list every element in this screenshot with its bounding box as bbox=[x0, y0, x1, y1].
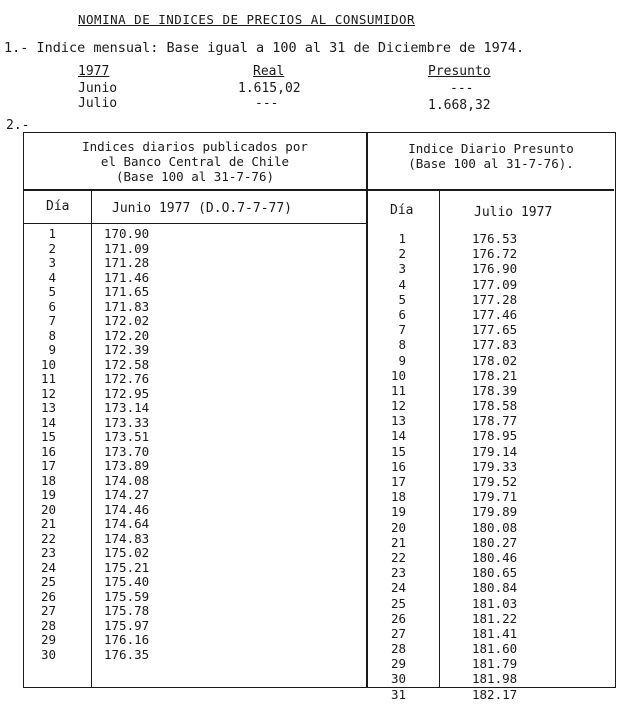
july-value: 178.21 bbox=[472, 367, 518, 383]
july-row bbox=[384, 535, 517, 550]
june-day: 6 bbox=[48, 298, 56, 314]
june-value: 172.39 bbox=[104, 342, 150, 357]
july-day: 26 bbox=[390, 610, 406, 626]
july-row bbox=[384, 596, 517, 611]
july-row bbox=[384, 353, 517, 368]
july-value: 182.17 bbox=[472, 686, 518, 702]
june-day: 17 bbox=[40, 458, 56, 473]
june-row bbox=[34, 300, 149, 315]
june-values-list bbox=[34, 227, 149, 662]
july-row bbox=[384, 307, 517, 322]
july-day: 25 bbox=[390, 595, 406, 611]
presunto-header: Presunto bbox=[428, 64, 491, 79]
july-day: 17 bbox=[390, 474, 406, 489]
month-june: Junio bbox=[78, 81, 118, 96]
june-value: 174.46 bbox=[104, 501, 150, 517]
july-day: 19 bbox=[390, 504, 406, 520]
july-value: 181.03 bbox=[472, 595, 518, 611]
july-value: 178.02 bbox=[472, 352, 518, 368]
july-row bbox=[384, 687, 517, 702]
june-value: 173.33 bbox=[104, 414, 150, 430]
year-header: 1977 bbox=[78, 64, 110, 79]
june-row bbox=[34, 590, 149, 605]
july-presunto-value: 1.668,32 bbox=[428, 98, 491, 113]
july-row bbox=[384, 383, 517, 398]
july-day: 3 bbox=[398, 261, 406, 277]
june-column-header: Junio 1977 (D.O.7-7-77) bbox=[112, 201, 293, 216]
june-value: 173.51 bbox=[104, 429, 150, 444]
june-row bbox=[34, 459, 149, 474]
june-value: 175.02 bbox=[104, 545, 150, 560]
june-row bbox=[34, 242, 149, 257]
june-day: 1 bbox=[48, 226, 56, 241]
june-row bbox=[34, 532, 149, 547]
july-day: 10 bbox=[390, 367, 406, 383]
june-row bbox=[34, 227, 149, 242]
june-day: 11 bbox=[40, 371, 56, 386]
june-value: 172.58 bbox=[104, 356, 150, 372]
july-day: 7 bbox=[398, 322, 406, 338]
july-value: 181.22 bbox=[472, 610, 518, 626]
june-day: 5 bbox=[48, 284, 56, 299]
july-value: 176.53 bbox=[472, 231, 518, 246]
july-day: 5 bbox=[398, 291, 406, 307]
june-row bbox=[34, 604, 149, 619]
june-value: 175.21 bbox=[104, 559, 150, 575]
july-day: 1 bbox=[398, 231, 406, 246]
june-value: 171.28 bbox=[104, 255, 150, 270]
left-day-header: Día bbox=[46, 199, 70, 214]
july-day: 9 bbox=[398, 352, 406, 368]
june-day: 7 bbox=[48, 313, 56, 328]
july-value: 181.98 bbox=[472, 671, 518, 687]
july-day: 29 bbox=[390, 656, 406, 672]
july-value: 176.72 bbox=[472, 246, 518, 262]
june-row bbox=[34, 271, 149, 286]
june-presunto-value: --- bbox=[450, 81, 474, 96]
june-row bbox=[34, 358, 149, 373]
july-value: 177.28 bbox=[472, 291, 518, 307]
july-column-header: Julio 1977 bbox=[474, 205, 553, 220]
june-value: 171.09 bbox=[104, 240, 150, 256]
june-value: 172.20 bbox=[104, 327, 150, 343]
daily-index-table bbox=[23, 132, 616, 702]
left-colheader-rule bbox=[24, 223, 366, 224]
right-day-header: Día bbox=[390, 203, 414, 218]
july-value: 177.46 bbox=[472, 306, 518, 322]
july-day: 11 bbox=[390, 382, 406, 398]
june-value: 174.83 bbox=[104, 530, 150, 546]
june-row bbox=[34, 474, 149, 489]
july-row bbox=[384, 641, 517, 656]
june-day: 21 bbox=[40, 516, 56, 531]
june-value: 172.95 bbox=[104, 385, 150, 401]
july-day: 22 bbox=[390, 549, 406, 565]
june-row bbox=[34, 561, 149, 576]
july-row bbox=[384, 550, 517, 565]
right-table-header: Indice Diario Presunto (Base 100 al 31-7-76). bbox=[408, 141, 574, 171]
july-row bbox=[384, 337, 517, 352]
july-day: 16 bbox=[390, 458, 406, 474]
june-day: 22 bbox=[40, 530, 56, 546]
july-value: 178.39 bbox=[472, 382, 518, 398]
july-day: 14 bbox=[390, 428, 406, 444]
document-title: NOMINA DE INDICES DE PRECIOS AL CONSUMIDOR bbox=[78, 12, 416, 27]
july-row bbox=[384, 292, 517, 307]
july-day: 6 bbox=[398, 306, 406, 322]
july-value: 178.77 bbox=[472, 413, 518, 429]
june-value: 176.35 bbox=[104, 646, 150, 662]
june-row bbox=[34, 546, 149, 561]
june-row bbox=[34, 648, 149, 663]
july-day: 4 bbox=[398, 276, 406, 292]
june-value: 175.97 bbox=[104, 617, 150, 633]
july-row bbox=[384, 261, 517, 276]
july-day: 15 bbox=[390, 443, 406, 459]
july-value: 179.89 bbox=[472, 504, 518, 520]
june-day: 24 bbox=[40, 559, 56, 575]
july-value: 181.79 bbox=[472, 656, 518, 672]
june-value: 173.70 bbox=[104, 443, 150, 459]
section1-heading: 1.- Indice mensual: Base igual a 100 al 31 de Diciembre de 1974. bbox=[4, 40, 525, 56]
june-day: 2 bbox=[48, 240, 56, 256]
june-value: 173.89 bbox=[104, 458, 150, 473]
july-day: 24 bbox=[390, 580, 406, 596]
july-row bbox=[384, 413, 517, 428]
june-day: 28 bbox=[40, 617, 56, 633]
july-row bbox=[384, 231, 517, 246]
june-row bbox=[34, 256, 149, 271]
july-row bbox=[384, 322, 517, 337]
july-day: 21 bbox=[390, 534, 406, 550]
june-day: 15 bbox=[40, 429, 56, 444]
june-row bbox=[34, 430, 149, 445]
june-day: 26 bbox=[40, 588, 56, 604]
july-real-value: --- bbox=[255, 96, 279, 111]
june-row bbox=[34, 445, 149, 460]
july-value: 180.84 bbox=[472, 580, 518, 596]
section2-label: 2.- bbox=[6, 118, 30, 133]
june-row bbox=[34, 372, 149, 387]
june-day: 4 bbox=[48, 269, 56, 285]
june-day: 23 bbox=[40, 545, 56, 560]
june-value: 174.27 bbox=[104, 487, 150, 502]
june-value: 176.16 bbox=[104, 632, 150, 647]
july-row bbox=[384, 520, 517, 535]
june-day: 30 bbox=[40, 646, 56, 662]
july-value: 177.09 bbox=[472, 276, 518, 292]
july-row bbox=[384, 611, 517, 626]
july-row bbox=[384, 368, 517, 383]
june-day: 8 bbox=[48, 327, 56, 343]
june-real-value: 1.615,02 bbox=[238, 81, 301, 96]
june-row bbox=[34, 314, 149, 329]
july-day: 13 bbox=[390, 413, 406, 429]
june-day: 20 bbox=[40, 501, 56, 517]
july-row bbox=[384, 277, 517, 292]
june-value: 174.08 bbox=[104, 472, 150, 488]
july-row bbox=[384, 504, 517, 519]
july-value: 180.46 bbox=[472, 549, 518, 565]
july-row bbox=[384, 580, 517, 595]
july-row bbox=[384, 428, 517, 443]
header-rule bbox=[24, 189, 614, 191]
june-value: 172.02 bbox=[104, 313, 150, 328]
july-value: 179.71 bbox=[472, 489, 518, 505]
july-value: 179.33 bbox=[472, 458, 518, 474]
june-day: 16 bbox=[40, 443, 56, 459]
july-value: 179.14 bbox=[472, 443, 518, 459]
june-day: 25 bbox=[40, 574, 56, 589]
july-day: 12 bbox=[390, 398, 406, 414]
june-value: 173.14 bbox=[104, 400, 150, 415]
july-row bbox=[384, 459, 517, 474]
july-day: 28 bbox=[390, 641, 406, 657]
july-day: 20 bbox=[390, 519, 406, 535]
june-value: 171.46 bbox=[104, 269, 150, 285]
june-row bbox=[34, 401, 149, 416]
june-day: 29 bbox=[40, 632, 56, 647]
june-row bbox=[34, 488, 149, 503]
july-values-list bbox=[384, 231, 517, 702]
june-day: 18 bbox=[40, 472, 56, 488]
table-center-divider bbox=[366, 133, 368, 687]
june-value: 171.65 bbox=[104, 284, 150, 299]
june-row bbox=[34, 416, 149, 431]
july-row bbox=[384, 656, 517, 671]
july-value: 176.90 bbox=[472, 261, 518, 277]
july-value: 178.58 bbox=[472, 398, 518, 414]
june-value: 170.90 bbox=[104, 226, 150, 241]
june-row bbox=[34, 517, 149, 532]
july-row bbox=[384, 398, 517, 413]
june-value: 171.83 bbox=[104, 298, 150, 314]
july-row bbox=[384, 489, 517, 504]
june-value: 175.40 bbox=[104, 574, 150, 589]
june-day: 14 bbox=[40, 414, 56, 430]
month-july: Julio bbox=[78, 96, 118, 111]
july-day: 8 bbox=[398, 337, 406, 353]
july-row bbox=[384, 474, 517, 489]
july-value: 180.08 bbox=[472, 519, 518, 535]
june-day: 27 bbox=[40, 603, 56, 618]
june-day: 19 bbox=[40, 487, 56, 502]
july-day: 31 bbox=[390, 686, 406, 702]
june-day: 10 bbox=[40, 356, 56, 372]
july-value: 181.60 bbox=[472, 641, 518, 657]
june-row bbox=[34, 343, 149, 358]
june-day: 9 bbox=[48, 342, 56, 357]
july-row bbox=[384, 565, 517, 580]
july-row bbox=[384, 246, 517, 261]
july-row bbox=[384, 626, 517, 641]
july-row bbox=[384, 671, 517, 686]
july-day: 23 bbox=[390, 565, 406, 581]
july-day: 2 bbox=[398, 246, 406, 262]
july-value: 178.95 bbox=[472, 428, 518, 444]
june-day: 3 bbox=[48, 255, 56, 270]
june-row bbox=[34, 387, 149, 402]
june-day: 13 bbox=[40, 400, 56, 415]
june-value: 175.78 bbox=[104, 603, 150, 618]
left-table-header: Indices diarios publicados por el Banco Central de Chile (Base 100 al 31-7-76) bbox=[82, 139, 308, 184]
june-row bbox=[34, 619, 149, 634]
june-row bbox=[34, 503, 149, 518]
june-row bbox=[34, 329, 149, 344]
june-value: 172.76 bbox=[104, 371, 150, 386]
june-row bbox=[34, 285, 149, 300]
june-value: 174.64 bbox=[104, 516, 150, 531]
july-value: 177.83 bbox=[472, 337, 518, 353]
july-value: 177.65 bbox=[472, 322, 518, 338]
june-value: 175.59 bbox=[104, 588, 150, 604]
july-value: 180.27 bbox=[472, 534, 518, 550]
june-row bbox=[34, 633, 149, 648]
july-row bbox=[384, 444, 517, 459]
july-day: 27 bbox=[390, 625, 406, 641]
july-value: 180.65 bbox=[472, 565, 518, 581]
july-day: 18 bbox=[390, 489, 406, 505]
july-value: 181.41 bbox=[472, 625, 518, 641]
july-value: 179.52 bbox=[472, 474, 518, 489]
july-day: 30 bbox=[390, 671, 406, 687]
june-row bbox=[34, 575, 149, 590]
real-header: Real bbox=[253, 64, 285, 79]
june-day: 12 bbox=[40, 385, 56, 401]
